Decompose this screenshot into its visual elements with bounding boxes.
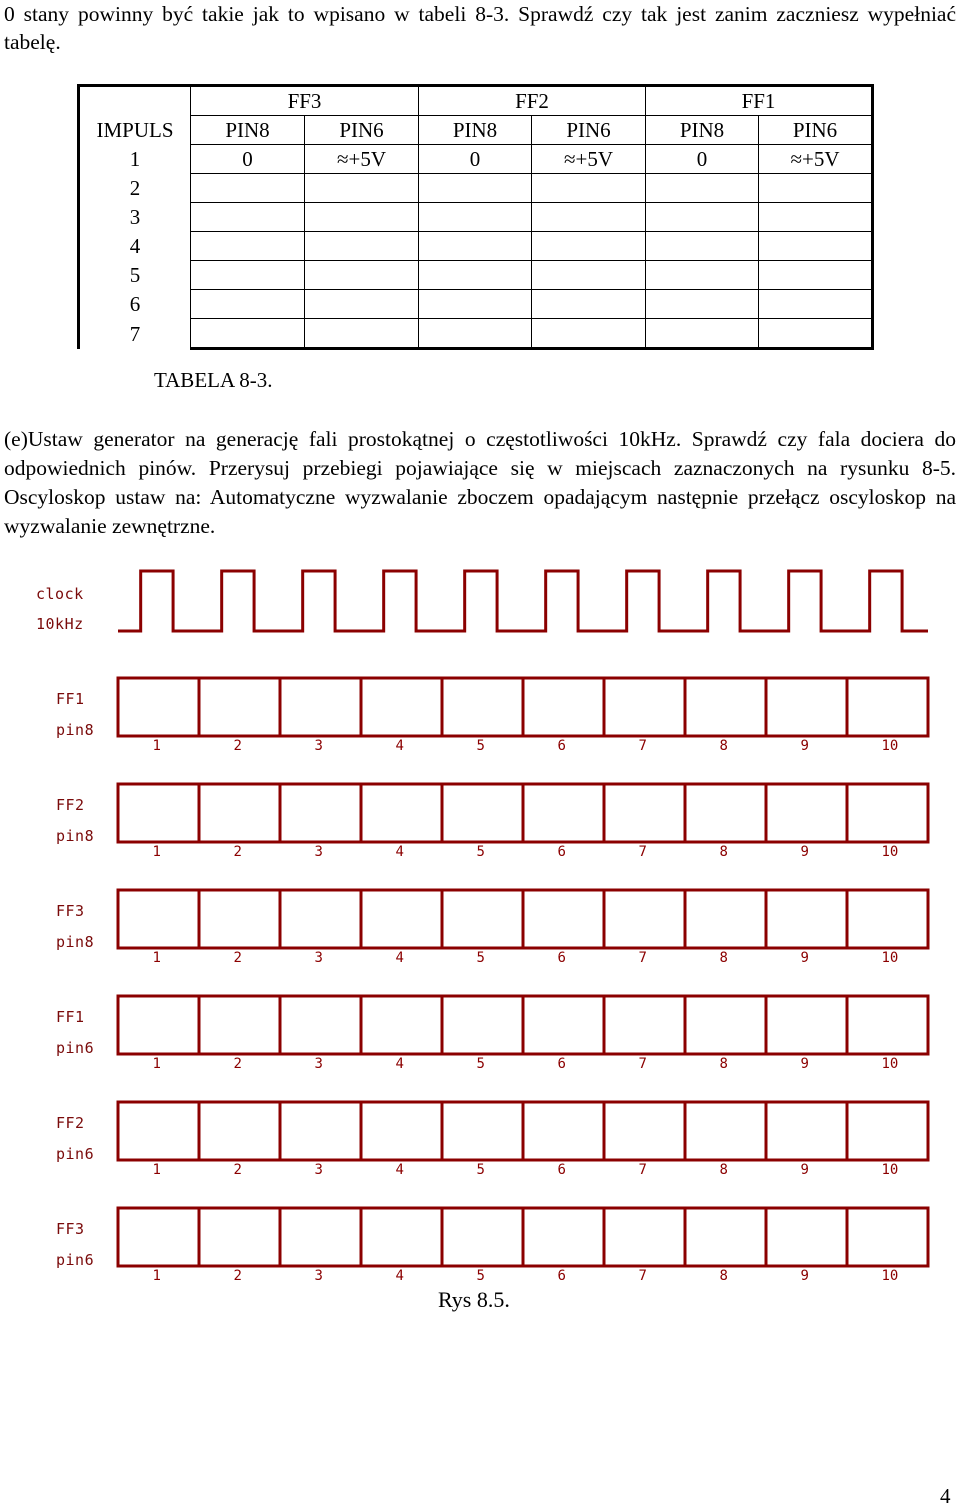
timing-tick-label: 6 (557, 950, 566, 966)
table-cell: 0 (191, 145, 305, 174)
table-cell: 0 (419, 145, 532, 174)
table-cell: 6 (79, 290, 191, 319)
table-cell: 0 (646, 145, 759, 174)
table-cell: 4 (79, 232, 191, 261)
timing-tick-label: 3 (314, 1056, 323, 1072)
row-label-ff: FF1 (56, 1008, 85, 1026)
timing-tick-label: 2 (233, 738, 242, 754)
table-cell: 7 (79, 319, 191, 349)
intro-text: 0 stany powinny być takie jak to wpisano w tabeli 8-3. Sprawdź czy tak jest zanim zaczniesz wypełniać tabelę. (4, 2, 956, 54)
timing-tick-label: 9 (800, 1162, 809, 1178)
timing-tick-label: 2 (233, 950, 242, 966)
timing-tick-label: 6 (557, 1268, 566, 1284)
timing-tick-label: 8 (719, 1268, 728, 1284)
table-header-cell: PIN8 (646, 116, 759, 145)
timing-tick-label: 10 (881, 1268, 899, 1284)
table-group-ff2: FF2 (419, 86, 646, 116)
page-number: 4 (940, 1484, 951, 1508)
timing-tick-label: 5 (476, 1056, 485, 1072)
table-cell: 3 (79, 203, 191, 232)
clock-freq-label: 10kHz (36, 615, 84, 633)
table-header-cell: PIN6 (532, 116, 646, 145)
table-group-ff3: FF3 (191, 86, 419, 116)
timing-tick-label: 1 (152, 738, 161, 754)
timing-tick-label: 1 (152, 844, 161, 860)
table-header-cell: PIN8 (191, 116, 305, 145)
timing-tick-label: 1 (152, 1162, 161, 1178)
timing-tick-label: 9 (800, 950, 809, 966)
timing-tick-label: 10 (881, 950, 899, 966)
timing-tick-label: 8 (719, 950, 728, 966)
row-label-pin: pin6 (56, 1145, 95, 1163)
timing-grid (118, 784, 928, 860)
timing-tick-label: 6 (557, 844, 566, 860)
timing-tick-label: 4 (395, 738, 404, 754)
timing-tick-label: 2 (233, 1268, 242, 1284)
timing-tick-label: 8 (719, 738, 728, 754)
table-header-cell: PIN6 (305, 116, 419, 145)
timing-tick-label: 10 (881, 738, 899, 754)
row-label-pin: pin6 (56, 1251, 95, 1269)
timing-tick-label: 5 (476, 844, 485, 860)
table-cell: 2 (79, 174, 191, 203)
timing-tick-label: 3 (314, 844, 323, 860)
clock-label: clock (36, 585, 84, 603)
timing-tick-label: 4 (395, 1268, 404, 1284)
timing-tick-label: 5 (476, 950, 485, 966)
timing-tick-label: 8 (719, 844, 728, 860)
timing-tick-label: 3 (314, 1162, 323, 1178)
table-cell: ≈+5V (305, 145, 419, 174)
timing-tick-label: 8 (719, 1056, 728, 1072)
row-label-pin: pin8 (56, 933, 95, 951)
timing-tick-label: 10 (881, 1162, 899, 1178)
row-label-ff: FF3 (56, 1220, 85, 1238)
timing-tick-label: 8 (719, 1162, 728, 1178)
table-header-cell: PIN6 (759, 116, 873, 145)
figure-caption: Rys 8.5. (438, 1287, 510, 1312)
timing-tick-label: 9 (800, 1268, 809, 1284)
timing-tick-label: 5 (476, 738, 485, 754)
timing-tick-label: 7 (638, 1056, 647, 1072)
timing-tick-label: 4 (395, 1056, 404, 1072)
timing-tick-label: 7 (638, 950, 647, 966)
timing-tick-label: 3 (314, 1268, 323, 1284)
row-label-ff: FF1 (56, 690, 85, 708)
timing-tick-label: 3 (314, 950, 323, 966)
timing-tick-label: 7 (638, 844, 647, 860)
row-label-pin: pin8 (56, 827, 95, 845)
timing-tick-label: 7 (638, 1162, 647, 1178)
timing-tick-label: 10 (881, 844, 899, 860)
timing-tick-label: 4 (395, 1162, 404, 1178)
timing-tick-label: 9 (800, 1056, 809, 1072)
timing-grid (118, 890, 928, 966)
timing-grid (118, 1102, 928, 1178)
table-header-cell: IMPULS (79, 116, 191, 145)
clock-waveform (118, 571, 928, 631)
row-label-ff: FF2 (56, 1114, 85, 1132)
timing-tick-label: 9 (800, 844, 809, 860)
table-cell: 1 (79, 145, 191, 174)
timing-tick-label: 6 (557, 738, 566, 754)
timing-tick-label: 1 (152, 1056, 161, 1072)
row-label-ff: FF2 (56, 796, 85, 814)
timing-tick-label: 1 (152, 1268, 161, 1284)
row-label-pin: pin6 (56, 1039, 95, 1057)
timing-tick-label: 4 (395, 950, 404, 966)
timing-grid (118, 996, 928, 1072)
timing-tick-label: 2 (233, 844, 242, 860)
table-cell: ≈+5V (759, 145, 873, 174)
timing-grid (118, 678, 928, 754)
table-group-ff1: FF1 (646, 86, 873, 116)
timing-tick-label: 3 (314, 738, 323, 754)
table-caption: TABELA 8-3. (154, 368, 273, 392)
table-cell: 5 (79, 261, 191, 290)
timing-tick-label: 6 (557, 1056, 566, 1072)
timing-tick-label: 2 (233, 1056, 242, 1072)
timing-tick-label: 10 (881, 1056, 899, 1072)
row-label-ff: FF3 (56, 902, 85, 920)
instruction-paragraph: (e)Ustaw generator na generację fali prostokątnej o częstotliwości 10kHz. Sprawdź czy fala dociera do odpowiednich pinów. Przerysuj przebiegi pojawiające się w miejscach zaznaczonych na rysunku 8-5. Oscyloskop ustaw na: Automatyczne wyzwalanie zboczem opadającym następnie przełącz oscyloskop na wyzwalanie zewnętrzne. (4, 427, 956, 538)
timing-grid (118, 1208, 928, 1284)
timing-tick-label: 2 (233, 1162, 242, 1178)
timing-tick-label: 7 (638, 1268, 647, 1284)
timing-tick-label: 6 (557, 1162, 566, 1178)
timing-tick-label: 5 (476, 1162, 485, 1178)
table-header-cell: PIN8 (419, 116, 532, 145)
timing-tick-label: 9 (800, 738, 809, 754)
timing-tick-label: 1 (152, 950, 161, 966)
table-cell: ≈+5V (532, 145, 646, 174)
row-label-pin: pin8 (56, 721, 95, 739)
timing-tick-label: 4 (395, 844, 404, 860)
timing-tick-label: 7 (638, 738, 647, 754)
timing-tick-label: 5 (476, 1268, 485, 1284)
